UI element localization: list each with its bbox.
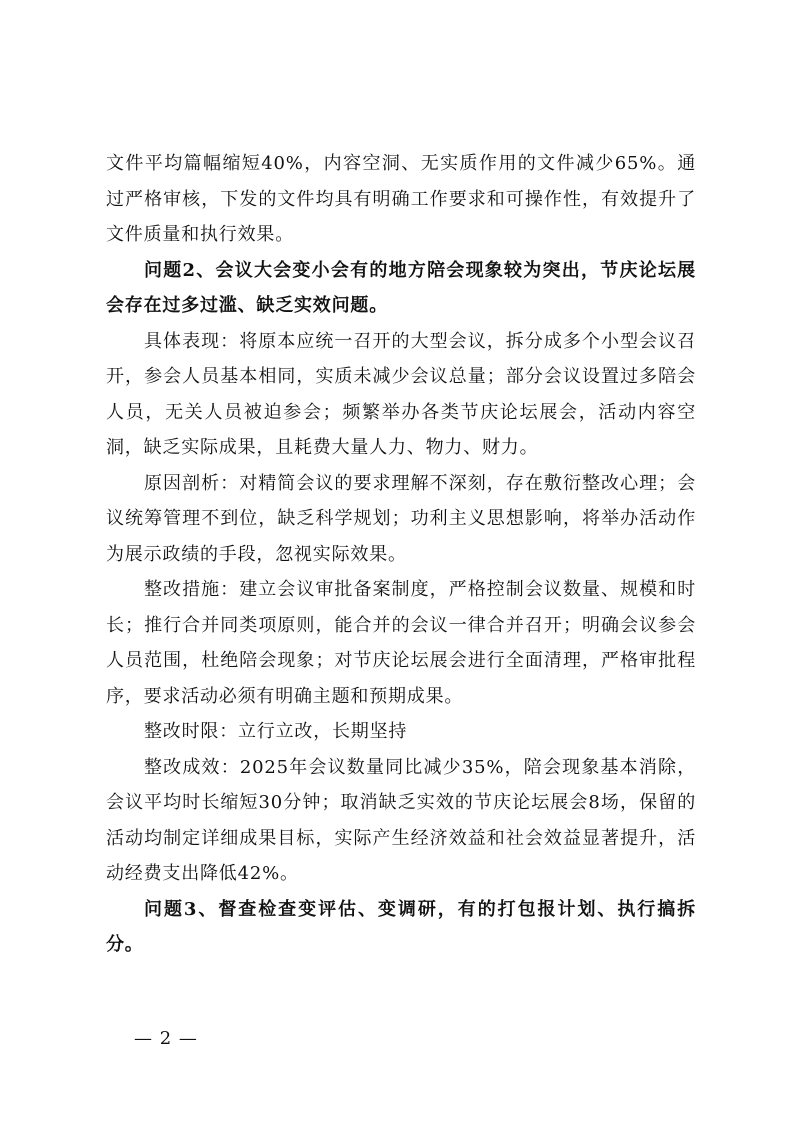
paragraph-manifestation: 具体表现：将原本应统一召开的大型会议，拆分成多个小型会议召开，参会人员基本相同，实质未减少会议总量；部分会议设置过多陪会人员，无关人员被迫参会；频繁举办各类节庆论坛展会，活动内容空洞，缺乏实际成果，且耗费大量人力、物力、财力。 — [106, 330, 696, 458]
issue-3-heading: 问题3、督查检查变评估、变调研，有的打包报计划、执行搞拆分。 — [106, 898, 696, 955]
paragraph-continuation: 文件平均篇幅缩短40%，内容空洞、无实质作用的文件减少65%。通过严格审核，下发的文件均具有明确工作要求和可操作性，有效提升了文件质量和执行效果。 — [106, 153, 696, 245]
paragraph-results: 整改成效：2025年会议数量同比减少35%，陪会现象基本消除，会议平均时长缩短30分钟；取消缺乏实效的节庆论坛展会8场，保留的活动均制定详细成果目标，实际产生经济效益和社会效益显著提升，活动经费支出降低42%。 — [106, 756, 696, 884]
paragraph-rectification-measures: 整改措施：建立会议审批备案制度，严格控制会议数量、规模和时长；推行合并同类项原则，能合并的会议一律合并召开；明确会议参会人员范围，杜绝陪会现象；对节庆论坛展会进行全面清理，严格审批程序，要求活动必须有明确主题和预期成果。 — [106, 579, 696, 707]
document-body — [106, 146, 696, 963]
page-number: — 2 — — [134, 1028, 198, 1049]
issue-2-heading: 问题2、会议大会变小会有的地方陪会现象较为突出，节庆论坛展会存在过多过滥、缺乏实效问题。 — [106, 259, 696, 316]
paragraph-cause-analysis: 原因剖析：对精简会议的要求理解不深刻，存在敷衍整改心理；会议统筹管理不到位，缺乏科学规划；功利主义思想影响，将举办活动作为展示政绩的手段，忽视实际效果。 — [106, 472, 696, 565]
paragraph-deadline: 整改时限：立行立改，长期坚持 — [144, 721, 408, 742]
